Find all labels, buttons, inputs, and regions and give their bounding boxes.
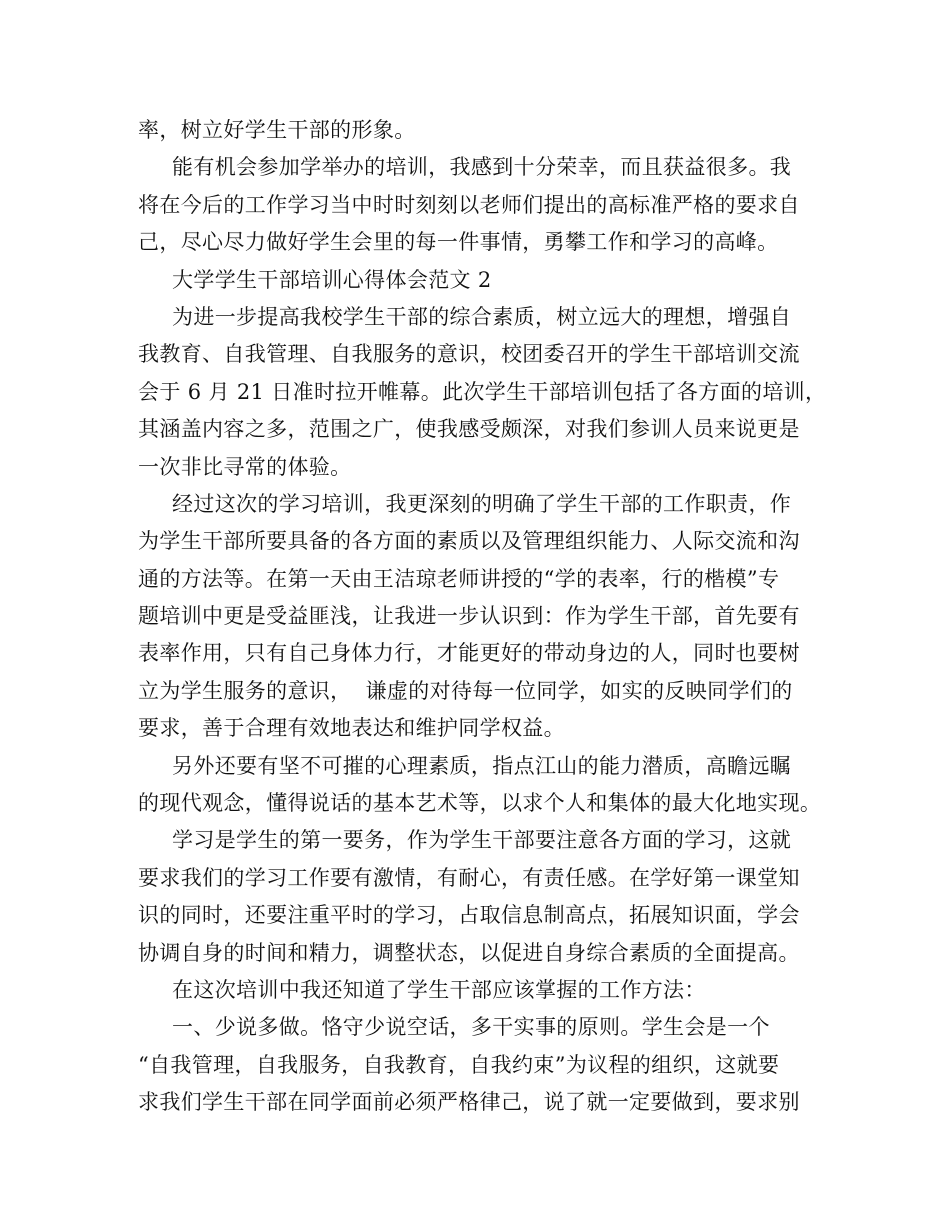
text-line: 我教育、自我管理、自我服务的意识，校团委召开的学生干部培训交流 xyxy=(138,342,800,367)
text-line: 题培训中更是受益匪浅，让我进一步认识到：作为学生干部，首先要有 xyxy=(138,604,800,629)
text-line: 一、少说多做。恪守少说空话，多干实事的原则。学生会是一个 xyxy=(172,1015,770,1040)
text-line: 为进一步提高我校学生干部的综合素质，树立远大的理想，增强自 xyxy=(172,304,792,329)
text-line: 通的方法等。在第一天由王洁琼老师讲授的“学的表率，行的楷模”专 xyxy=(138,566,780,591)
text-line: 要求，善于合理有效地表达和维护同学权益。 xyxy=(138,716,565,741)
text-line: 经过这次的学习培训，我更深刻的明确了学生干部的工作职责，作 xyxy=(172,491,792,516)
text-line: 将在今后的工作学习当中时时刻刻以老师们提出的高标准严格的要求自 xyxy=(138,192,800,217)
text-line: “自我管理，自我服务，自我教育，自我约束”为议程的组织，这就要 xyxy=(138,1052,780,1077)
text-line: 表率作用，只有自己身体力行，才能更好的带动身边的人，同时也要树 xyxy=(138,641,800,666)
text-line: 协调自身的时间和精力，调整状态，以促进自身综合素质的全面提高。 xyxy=(138,940,800,965)
text-line: 己，尽心尽力做好学生会里的每一件事情，勇攀工作和学习的高峰。 xyxy=(138,230,779,255)
text-line: 率，树立好学生干部的形象。 xyxy=(138,118,416,142)
text-line: 在这次培训中我还知道了学生干部应该掌握的工作方法： xyxy=(172,977,706,1002)
text-line: 学习是学生的第一要务，作为学生干部要注意各方面的学习，这就 xyxy=(172,828,792,853)
text-line: 为学生干部所要具备的各方面的素质以及管理组织能力、人际交流和沟 xyxy=(138,529,800,554)
text-line: 求我们学生干部在同学面前必须严格律己，说了就一定要做到，要求别 xyxy=(138,1090,800,1115)
text-line: 的现代观念，懂得说话的基本艺术等，以求个人和集体的最大化地实现。 xyxy=(138,791,822,816)
text-line: 其涵盖内容之多，范围之广，使我感受颇深，对我们参训人员来说更是 xyxy=(138,417,800,442)
document-body xyxy=(138,112,827,1122)
text-line: 能有机会参加学举办的培训，我感到十分荣幸，而且获益很多。我 xyxy=(172,155,792,180)
text-line: 立为学生服务的意识， 谦虚的对待每一位同学，如实的反映同学们的 xyxy=(138,678,793,703)
text-line: 另外还要有坚不可摧的心理素质，指点江山的能力潜质，高瞻远瞩 xyxy=(172,753,792,778)
section-heading: 大学学生干部培训心得体会范文 2 xyxy=(172,267,492,292)
text-line: 要求我们的学习工作要有激情，有耐心，有责任感。在学好第一课堂知 xyxy=(138,865,800,890)
text-line: 识的同时，还要注重平时的学习，占取信息制高点，拓展知识面，学会 xyxy=(138,903,800,928)
text-line: 一次非比寻常的体验。 xyxy=(138,454,352,479)
text-line: 会于 6 月 21 日准时拉开帷幕。此次学生干部培训包括了各方面的培训， xyxy=(138,379,827,404)
